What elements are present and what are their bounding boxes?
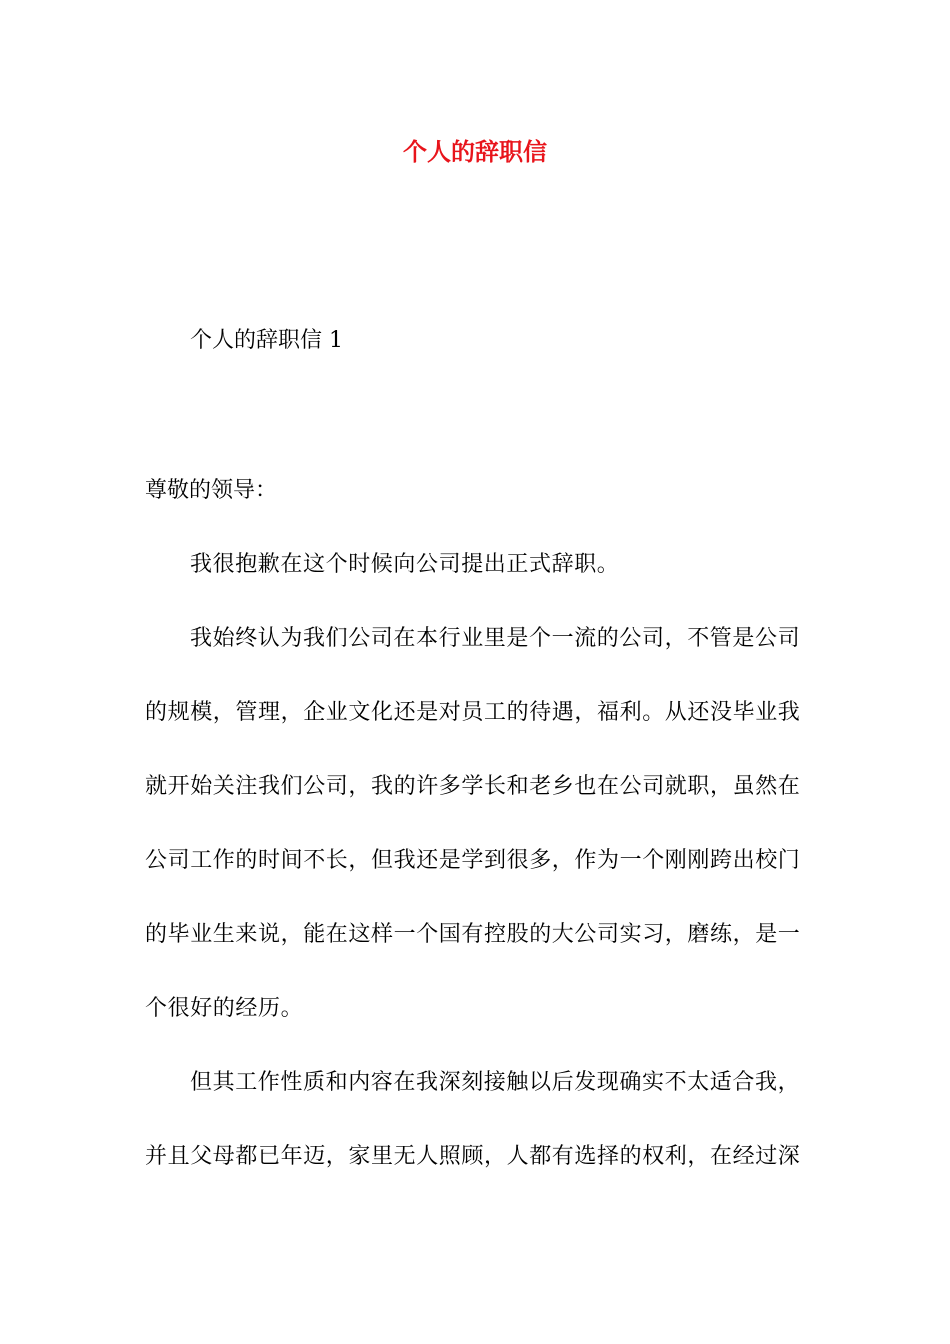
body-line: 我始终认为我们公司在本行业里是个一流的公司，不管是公司 [190,626,801,651]
body-line: 的毕业生来说，能在这样一个国有控股的大公司实习，磨练，是一 [145,922,801,947]
body-line: 我很抱歉在这个时候向公司提出正式辞职。 [190,552,620,577]
body-line: 个很好的经历。 [145,996,304,1021]
document-title: 个人的辞职信 [403,137,547,166]
body-line: 的规模，管理，企业文化还是对员工的待遇，福利。从还没毕业我 [145,700,801,725]
body-line: 公司工作的时间不长，但我还是学到很多，作为一个刚刚跨出校门 [145,848,801,873]
body-line: 但其工作性质和内容在我深刻接触以后发现确实不太适合我， [190,1070,801,1095]
body-line: 并且父母都已年迈，家里无人照顾，人都有选择的权利，在经过深 [145,1144,801,1169]
section-heading: 个人的辞职信 1 [190,328,343,353]
salutation: 尊敬的领导： [145,478,278,503]
body-line: 就开始关注我们公司，我的许多学长和老乡也在公司就职，虽然在 [145,774,801,799]
